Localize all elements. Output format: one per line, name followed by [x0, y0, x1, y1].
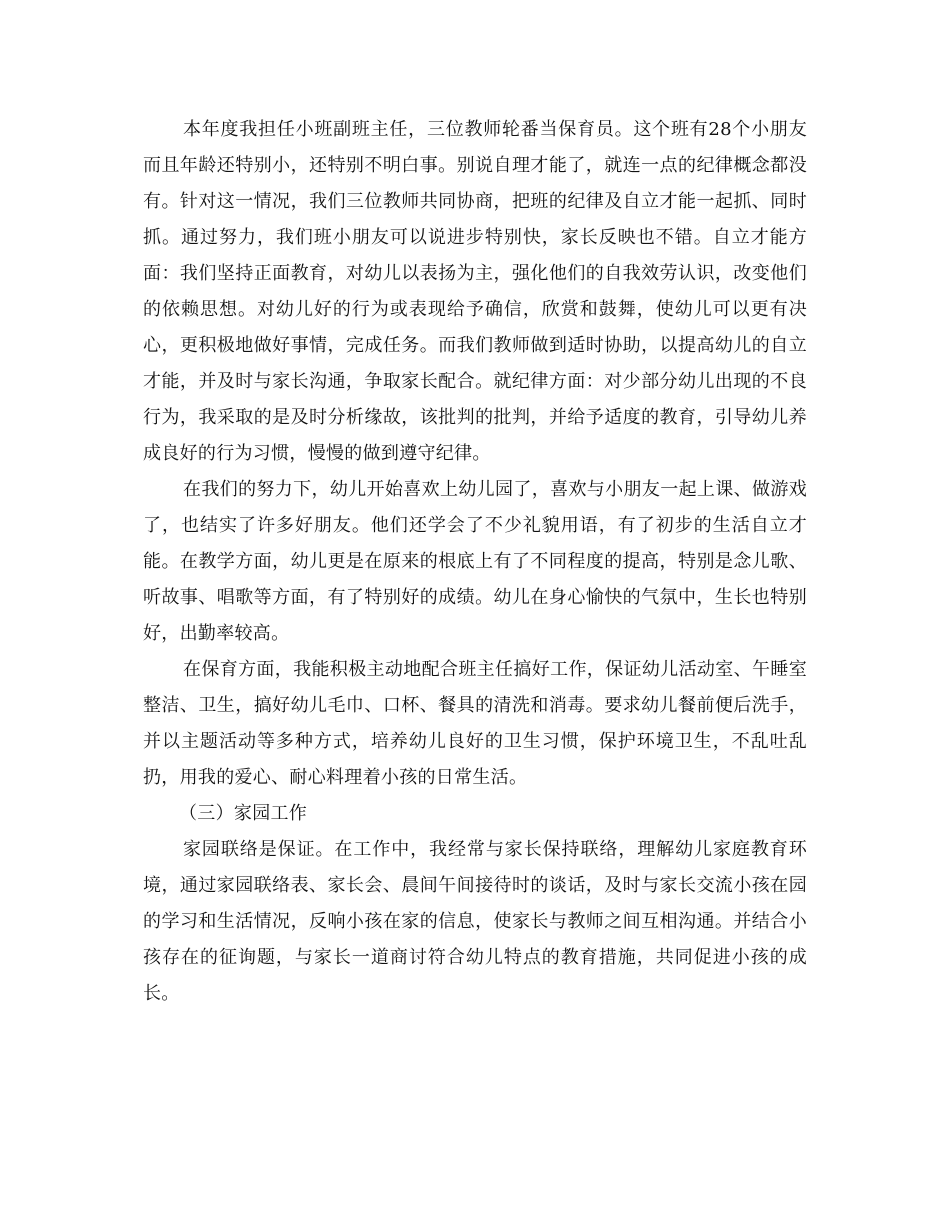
paragraph-home-school-contact: 家园联络是保证。在工作中，我经常与家长保持联络，理解幼儿家庭教育环境，通过家园联络表、家长会、晨间午间接待时的谈话，及时与家长交流小孩在园的学习和生活情况，反响小孩在家的信息，使家长与教师之间互相沟通。并结合小孩存在的征询题，与家长一道商讨符合幼儿特点的教育措施，共同促进小孩的成长。: [143, 839, 807, 1004]
document-body: [143, 112, 807, 1012]
paragraph-child-progress: 在我们的努力下，幼儿开始喜欢上幼儿园了，喜欢与小朋友一起上课、做游戏了，也结实了许多好朋友。他们还学会了不少礼貌用语，有了初步的生活自立才能。在教学方面，幼儿更是在原来的根底上有了不同程度的提高，特别是念儿歌、听故事、唱歌等方面，有了特别好的成绩。幼儿在身心愉快的气氛中，生长也特别好，出勤率较高。: [143, 479, 807, 644]
section-heading-home-school: （三）家园工作: [179, 803, 308, 824]
paragraph-class-management: 本年度我担任小班副班主任，三位教师轮番当保育员。这个班有28个小朋友而且年龄还特别小，还特别不明白事。别说自理才能了，就连一点的纪律概念都没有。针对这一情况，我们三位教师共同协商，把班的纪律及自立才能一起抓、同时抓。通过努力，我们班小朋友可以说进步特别快，家长反映也不错。自立才能方面：我们坚持正面教育，对幼儿以表扬为主，强化他们的自我效劳认识，改变他们的依赖思想。对幼儿好的行为或表现给予确信，欣赏和鼓舞，使幼儿可以更有决心，更积极地做好事情，完成任务。而我们教师做到适时协助，以提高幼儿的自立才能，并及时与家长沟通，争取家长配合。就纪律方面：对少部分幼儿出现的不良行为，我采取的是及时分析缘故，该批判的批判，并给予适度的教育，引导幼儿养成良好的行为习惯，慢慢的做到遵守纪律。: [143, 119, 807, 464]
paragraph-care-work: 在保育方面，我能积极主动地配合班主任搞好工作，保证幼儿活动室、午睡室整洁、卫生，搞好幼儿毛巾、口杯、餐具的清洗和消毒。要求幼儿餐前便后洗手，并以主题活动等多种方式，培养幼儿良好的卫生习惯，保护环境卫生，不乱吐乱扔，用我的爱心、耐心料理着小孩的日常生活。: [143, 659, 807, 788]
